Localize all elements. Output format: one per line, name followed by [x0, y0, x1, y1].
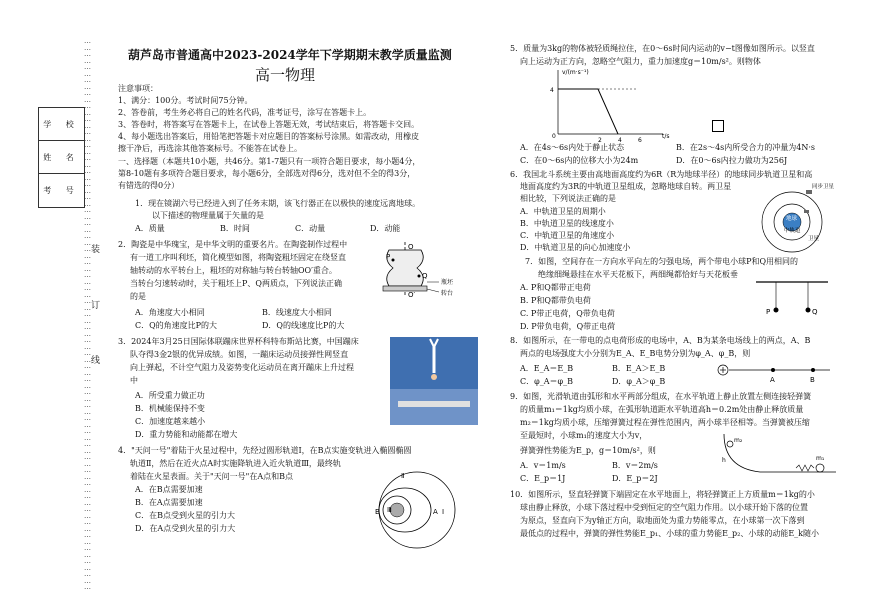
orbit-figure — [367, 468, 467, 550]
vt-series-line — [558, 89, 618, 134]
orbit-label: A — [433, 508, 438, 516]
satellite-label: 同步卫星 — [812, 184, 835, 190]
vt-chart — [538, 66, 678, 142]
vt-x-label: t/s — [662, 133, 670, 140]
charges-figure — [752, 278, 832, 322]
q9-option[interactable]: D．E_p＝2J — [612, 474, 658, 483]
q6-line: 地面高度约为3R的中轨道卫星组成，忽略地球自转。两卫星 — [520, 182, 732, 191]
q2-option[interactable]: A．角速度大小相同 — [135, 308, 205, 317]
binding-label-zhuang: 装 — [91, 245, 101, 255]
section-line: 一、选择题（本题共10小题，共46分。第1-7题只有一项符合题目要求，每小题4分， — [118, 157, 421, 166]
q5-option[interactable]: D．在0～6s内拉力做功为256J — [676, 156, 788, 165]
q8-option[interactable]: D．φ_A＞φ_B — [612, 377, 666, 386]
q7-option[interactable]: C. P带正电荷，Q带负电荷 — [520, 309, 615, 318]
vt-origin: 0 — [552, 133, 556, 140]
charge-label: P — [766, 308, 771, 316]
exam-title: 葫芦岛市普通高中2023-2024学年下学期期末教学质量监测 — [128, 48, 452, 62]
note-line: 4、每小题选出答案后，用铅笔把答题卡对应题目的答案标号涂黑。如需改动，用橡皮 — [118, 132, 420, 141]
q1-option[interactable]: D．动能 — [370, 224, 401, 233]
q7-option[interactable]: B. P和Q都带负电荷 — [520, 296, 591, 305]
vt-x-tick: 2 — [598, 137, 602, 142]
orbit-label: Ⅲ — [387, 506, 392, 514]
satellite-label: 地球 — [786, 216, 798, 222]
q3-option[interactable]: B．机械能保持不变 — [135, 404, 205, 413]
q9-option[interactable]: C．E_p＝1J — [520, 474, 566, 483]
name-field[interactable]: 姓 名 — [39, 141, 84, 174]
q8-option[interactable]: C．φ_A＝φ_B — [520, 377, 573, 386]
pottery-axis-bottom: O′ — [408, 291, 416, 298]
q3-line: 向上弹起，不计空气阻力及姿势变化运动员在离开蹦床上升过程 — [130, 363, 354, 372]
orbit-label: B — [375, 508, 380, 516]
pottery-caption: 瓶坯 — [441, 279, 454, 286]
q5-option[interactable]: C．在0～6s内的位移大小为24m — [520, 156, 639, 165]
q1-option[interactable]: A．质量 — [135, 224, 165, 233]
q4-option[interactable]: A．在B点需要加速 — [135, 485, 203, 494]
student-info-box — [38, 107, 85, 208]
q1-option[interactable]: B．时间 — [220, 224, 250, 233]
q8-line: 8．如图所示，在一带电的点电荷形成的电场中，A、B为某条电场线上的两点，A、B — [510, 336, 811, 345]
q7-line: 绝缘细绳悬挂在水平天花板下，两细绳都恰好与天花板垂 — [538, 270, 738, 279]
q10-line: 为原点，竖直向下为y轴正方向，取地面处为重力势能零点，在小球第一次下落到 — [520, 516, 805, 525]
charge-label: Q — [812, 308, 818, 316]
q7-option[interactable]: A. P和Q都带正电荷 — [520, 283, 591, 292]
pottery-axis-top: O — [408, 243, 414, 251]
q10-line: 最低点的过程中，弹簧的弹性势能E_p₁、小球的重力势能E_p₂、小球的动能E_k随小 — [520, 529, 820, 538]
q8-line: 两点的电场强度大小分别为E_A、E_B电势分别为φ_A、φ_B，则 — [520, 349, 751, 358]
q7-line: 7．如图，空间存在一方向水平向左的匀强电场，两个带电小球P和Q用相同的 — [525, 257, 799, 266]
q9-line: 弹簧弹性势能为E_p，g＝10m/s²，则 — [520, 446, 656, 455]
binding-dots: … … … … … … … … … … … … … … … … … … … … … … … … … … … … … … … … … … … … … … … … … … … … … … … … … … … … … … … … … … … … … … … … … … … … … … … … … … … … … … … … … … … … … — [84, 37, 91, 591]
binding-label-xian: 线 — [91, 356, 101, 366]
vt-x-tick: 4 — [618, 137, 622, 142]
q2-line: 的是 — [130, 292, 146, 301]
q5-option[interactable]: B．在2s～4s内所受合力的冲量为4N·s — [676, 143, 816, 152]
track-figure — [720, 428, 840, 478]
vt-y-tick: 4 — [550, 87, 554, 94]
q2-line: 有一道工序叫利坯，简化模型如图，将陶瓷粗坯固定在绕竖直 — [130, 253, 346, 262]
q3-line: 3．2024年3月25日国际体联蹦床世界杯科特布斯站比赛，中国蹦床 — [118, 337, 359, 346]
q5-line: 向上运动为正方向，忽略空气阻力，重力加速度g＝10m/s²。则物体 — [520, 57, 761, 66]
q8-option[interactable]: B．E_A＞E_B — [612, 364, 666, 373]
q2-option[interactable]: D．Q的线速度比P的大 — [262, 321, 345, 330]
answer-box — [712, 120, 724, 132]
q5-line: 5．质量为3kg的物体被轻质绳拉住，在0～6s时间内运动的v−t图像如图所示。以竖直 — [510, 44, 815, 53]
q3-option[interactable]: C．加速度越来越小 — [135, 417, 206, 426]
q7-option[interactable]: D. P带负电荷，Q带正电荷 — [520, 322, 616, 331]
field-point: B — [810, 376, 815, 384]
q10-line: 10．如图所示，竖直轻弹簧下端固定在水平地面上，将轻弹簧正上方质量m＝1kg的小 — [510, 490, 815, 499]
q1-line: 1．现在镜湖六号已经进入到了任务末期，该飞行器正在以极快的速度远离地球。 — [135, 199, 421, 208]
note-line: 擦干净后，再选涂其他答案标号。不能答在试卷上。 — [118, 144, 302, 153]
section-line: 第8-10题有多项符合题目要求，每小题6分，全部选对得6分，选对但不全的得3分， — [118, 169, 416, 178]
track-label: m₁ — [816, 455, 825, 462]
q1-option[interactable]: C．动量 — [295, 224, 326, 233]
orbit-label: Ⅰ — [442, 508, 445, 516]
exam-number-field[interactable]: 考 号 — [43, 185, 80, 195]
field-figure — [715, 362, 835, 386]
q4-option[interactable]: D．在A点受到火星的引力大 — [135, 524, 236, 533]
vt-x-tick: 6 — [638, 137, 642, 142]
q2-line: 当转台匀速转动时，关于粗坯上P、Q两质点，下列说法正确 — [130, 279, 342, 288]
note-line: 1、满分：100分。考试时间75分钟。 — [118, 96, 253, 105]
q5-option[interactable]: A．在4s～6s内处于静止状态 — [520, 143, 625, 152]
satellite-label: 卫星 — [808, 236, 820, 242]
field-point: A — [770, 376, 775, 384]
pottery-caption: 转台 — [441, 290, 454, 297]
q9-line: 的质量m₁＝1kg均质小球，在弧形轨道距水平轨道高h＝0.2m处由静止释放质量 — [520, 405, 804, 414]
q9-line: m₂＝1kg均质小球，压缩弹簧过程在弹性范围内，两小球半径相等。当弹簧被压缩 — [520, 418, 810, 427]
q2-line: 轴转动的水平转台上，粗坯的对称轴与转台转轴OO′重合。 — [130, 266, 337, 275]
pottery-point-q: Q — [422, 272, 428, 280]
q8-option[interactable]: A．E_A＝E_B — [520, 364, 574, 373]
q6-option[interactable]: C．中轨道卫星的角速度小 — [520, 231, 615, 240]
q2-option[interactable]: B．线速度大小相同 — [262, 308, 332, 317]
track-label: h — [722, 457, 726, 464]
q6-option[interactable]: B．中轨道卫星的线速度小 — [520, 219, 614, 228]
track-label: m₂ — [734, 437, 743, 444]
q4-option[interactable]: B．在A点需要加速 — [135, 498, 203, 507]
q9-line: 至最短时，小球m₁的速度大小为v， — [520, 431, 648, 440]
binding-label-ding: 订 — [91, 301, 101, 311]
satellite-figure — [760, 180, 840, 260]
pottery-point-p: P — [386, 253, 391, 261]
pottery-figure — [375, 240, 485, 298]
q9-option[interactable]: B．v＝2m/s — [612, 461, 658, 470]
q6-line: 6．我国北斗系统主要由高地面高度约为6R（R为地球半径）的地球同步轨道卫星和高 — [510, 170, 813, 179]
q6-line: 相比较，下列说法正确的是 — [520, 194, 616, 203]
q3-line: 队夺得3金2银的优异成绩。如图，一蹦床运动员接弹性网竖直 — [130, 350, 349, 359]
note-line: 3、答卷时，将答案写在答题卡上，在试卷上答题无效，考试结束后，将答题卡交回。 — [118, 120, 420, 129]
q1-line: 以下描述的物理量属于矢量的是 — [152, 211, 264, 220]
vt-y-label: v/(m·s⁻¹) — [562, 69, 589, 76]
q3-option[interactable]: A．所受重力做正功 — [135, 391, 205, 400]
notes-title: 注意事项： — [118, 84, 158, 93]
q6-option[interactable]: D．中轨道卫星的向心加速度小 — [520, 243, 631, 252]
q4-line: 着陆在火星表面。关于"天问一号"在A点和B点 — [130, 472, 294, 481]
q6-option[interactable]: A．中轨道卫星的周期小 — [520, 207, 606, 216]
trampoline-photo — [390, 337, 478, 425]
school-field[interactable]: 学 校 — [39, 108, 84, 141]
satellite-label: 中轨道 — [784, 228, 801, 234]
q4-line: 4．"天问一号"着陆于火星过程中，先经过圆形轨道Ⅰ，在B点实施变轨进入椭圆椭圆 — [118, 446, 412, 455]
q9-line: 9．如图，光滑轨道由弧形和水平两部分组成，在水平轨道上静止放置左侧连接轻弹簧 — [510, 392, 812, 401]
q9-option[interactable]: A．v＝1m/s — [520, 461, 566, 470]
section-line: 有错选的得0分） — [118, 181, 180, 190]
note-line: 2、答卷前，考生务必将自己的姓名代码，准考证号，涂写在答题卡上。 — [118, 108, 372, 117]
q2-line: 2．陶瓷是中华瑰宝，是中华文明的重要名片。在陶瓷制作过程中 — [118, 240, 348, 249]
q4-option[interactable]: C．在B点受到火星的引力大 — [135, 511, 235, 520]
subject-title: 高一物理 — [255, 66, 316, 84]
q4-line: 轨道Ⅱ，然后在近火点A时实施降轨进入近火轨道Ⅲ，最终轨 — [130, 459, 341, 468]
q10-line: 球由静止释放，小球下落过程中受到恒定的空气阻力作用。以小球开始下落的位置 — [520, 503, 808, 512]
q2-option[interactable]: C．Q的角速度比P的大 — [135, 321, 218, 330]
q3-line: 中 — [130, 376, 138, 385]
orbit-label: Ⅱ — [401, 472, 405, 480]
q3-option[interactable]: D．重力势能和动能都在增大 — [135, 430, 238, 439]
